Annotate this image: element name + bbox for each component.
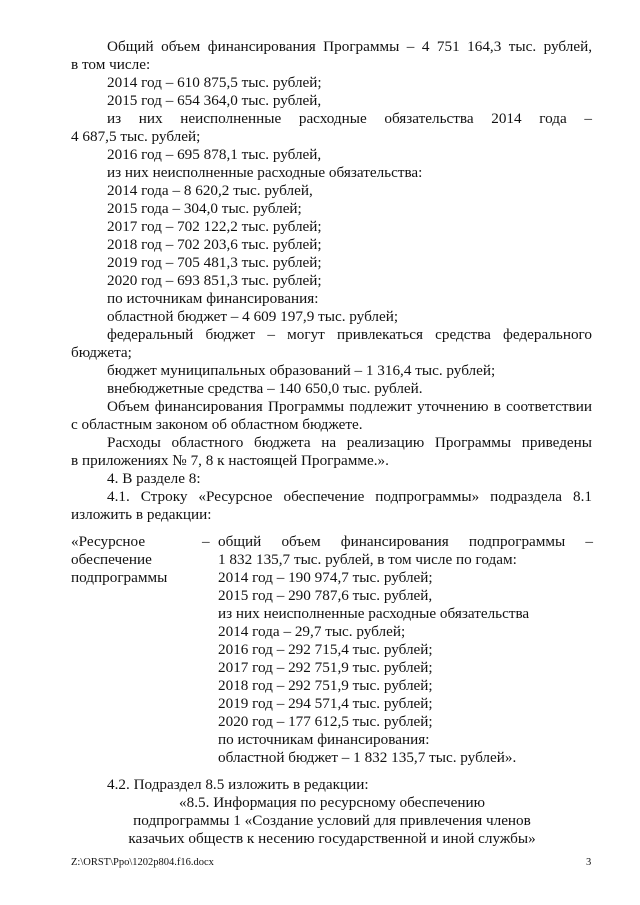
- body-line: 4. В разделе 8:: [107, 470, 201, 487]
- body-line: бюджет муниципальных образований – 1 316,4 тыс. рублей;: [107, 362, 496, 379]
- body-line: из них неисполненные расходные обязательства:: [107, 164, 423, 181]
- body-line: бюджета;: [71, 344, 132, 361]
- table-right-line: 2016 год – 292 715,4 тыс. рублей;: [218, 641, 433, 658]
- table-right-line: 2020 год – 177 612,5 тыс. рублей;: [218, 713, 433, 730]
- body-line: из них неисполненные расходные обязательства 2014 года –: [107, 110, 592, 127]
- table-left-label: подпрограммы: [71, 569, 168, 586]
- table-right-line: по источникам финансирования:: [218, 731, 430, 748]
- body-line: федеральный бюджет – могут привлекаться средства федерального: [107, 326, 592, 343]
- body-line: 2017 год – 702 122,2 тыс. рублей;: [107, 218, 322, 235]
- table-right-line: 2017 год – 292 751,9 тыс. рублей;: [218, 659, 433, 676]
- table-right-line: из них неисполненные расходные обязательства: [218, 605, 530, 622]
- body-line: 2020 год – 693 851,3 тыс. рублей;: [107, 272, 322, 289]
- body-line: в приложениях № 7, 8 к настоящей Программе.».: [71, 452, 389, 469]
- footer-file-path: Z:\ORST\Ppo\1202p804.f16.docx: [71, 857, 214, 868]
- body-line: Объем финансирования Программы подлежит уточнению в соответствии: [107, 398, 592, 415]
- table-right-line: общий объем финансирования подпрограммы –: [218, 533, 593, 550]
- body-line: областной бюджет – 4 609 197,9 тыс. рублей;: [107, 308, 399, 325]
- table-right-line: 2018 год – 292 751,9 тыс. рублей;: [218, 677, 433, 694]
- table-right-line: 2014 года – 29,7 тыс. рублей;: [218, 623, 406, 640]
- table-right-line: 2014 год – 190 974,7 тыс. рублей;: [218, 569, 433, 586]
- table-right-line: 2019 год – 294 571,4 тыс. рублей;: [218, 695, 433, 712]
- section-heading-line: «8.5. Информация по ресурсному обеспечению: [179, 794, 485, 811]
- table-left-label: «Ресурсное: [71, 533, 146, 550]
- body-line: с областным законом об областном бюджете.: [71, 416, 363, 433]
- body-line: 2018 год – 702 203,6 тыс. рублей;: [107, 236, 322, 253]
- body-line: 4.1. Строку «Ресурсное обеспечение подпрограммы» подраздела 8.1: [107, 488, 592, 505]
- body-line: изложить в редакции:: [71, 506, 212, 523]
- body-line: по источникам финансирования:: [107, 290, 319, 307]
- body-line: 2016 год – 695 878,1 тыс. рублей,: [107, 146, 322, 163]
- table-dash: –: [202, 533, 210, 550]
- body-line: в том числе:: [71, 56, 151, 73]
- body-line: 2019 год – 705 481,3 тыс. рублей;: [107, 254, 322, 271]
- section-heading-line: казачьих обществ к несению государственной и иной службы»: [128, 830, 536, 847]
- body-line: 2015 года – 304,0 тыс. рублей;: [107, 200, 302, 217]
- body-line: 2014 года – 8 620,2 тыс. рублей,: [107, 182, 313, 199]
- table-left-label: обеспечение: [71, 551, 152, 568]
- section-heading-line: подпрограммы 1 «Создание условий для привлечения членов: [133, 812, 531, 829]
- body-line: внебюджетные средства – 140 650,0 тыс. рублей.: [107, 380, 423, 397]
- body-line: 4.2. Подраздел 8.5 изложить в редакции:: [107, 776, 369, 793]
- body-line: 4 687,5 тыс. рублей;: [71, 128, 201, 145]
- table-right-line: 2015 год – 290 787,6 тыс. рублей,: [218, 587, 433, 604]
- body-line: Расходы областного бюджета на реализацию Программы приведены: [107, 434, 592, 451]
- body-line: Общий объем финансирования Программы – 4 751 164,3 тыс. рублей,: [107, 38, 592, 55]
- table-right-line: 1 832 135,7 тыс. рублей, в том числе по годам:: [218, 551, 517, 568]
- table-right-line: областной бюджет – 1 832 135,7 тыс. рублей».: [218, 749, 517, 766]
- footer-page-number: 3: [586, 857, 592, 868]
- body-line: 2015 год – 654 364,0 тыс. рублей,: [107, 92, 322, 109]
- body-line: 2014 год – 610 875,5 тыс. рублей;: [107, 74, 322, 91]
